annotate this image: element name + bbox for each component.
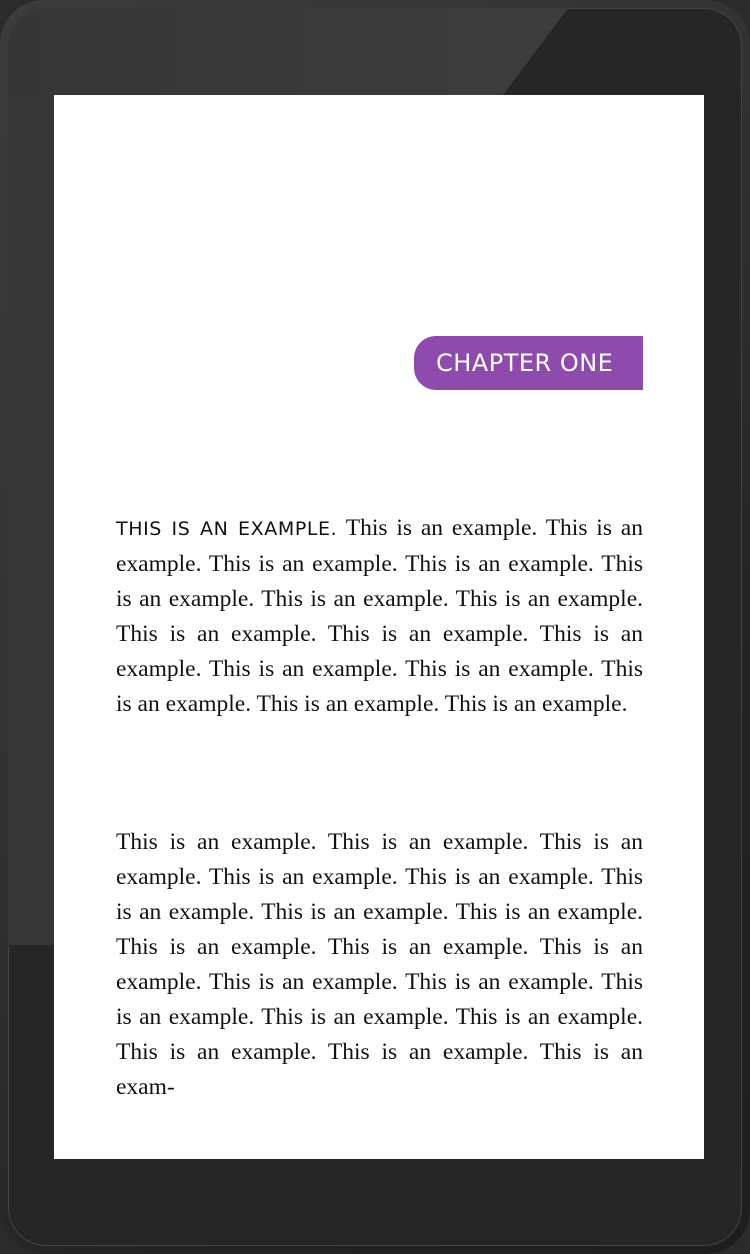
paragraph-2: [116, 825, 643, 1105]
paragraph-1: [116, 511, 643, 722]
bezel-glare: [8, 8, 568, 98]
paragraph-1-body: This is an example. This is an example. This is an example. This is an example. This is an example. This is an example. This is an example. This is an example. This is an example. This is an example. This is an example. This is an example. This is an example. This is an example. This is an example.: [116, 515, 643, 717]
paragraph-1-lead: THIS IS AN EXAMPLE.: [116, 518, 338, 540]
ebook-page[interactable]: [54, 95, 704, 1159]
chapter-heading-badge: CHAPTER ONE: [414, 336, 643, 390]
paragraph-2-body: This is an example. This is an example. This is an example. This is an example. This is an example. This is an example. This is an example. This is an example. This is an example. This is an example. This is an example. This is an example. This is an example. This is an example. This is an example. This is an example. This is an example. This is an example. This is an exam-: [116, 829, 643, 1100]
bezel-side-glare: [8, 95, 54, 945]
